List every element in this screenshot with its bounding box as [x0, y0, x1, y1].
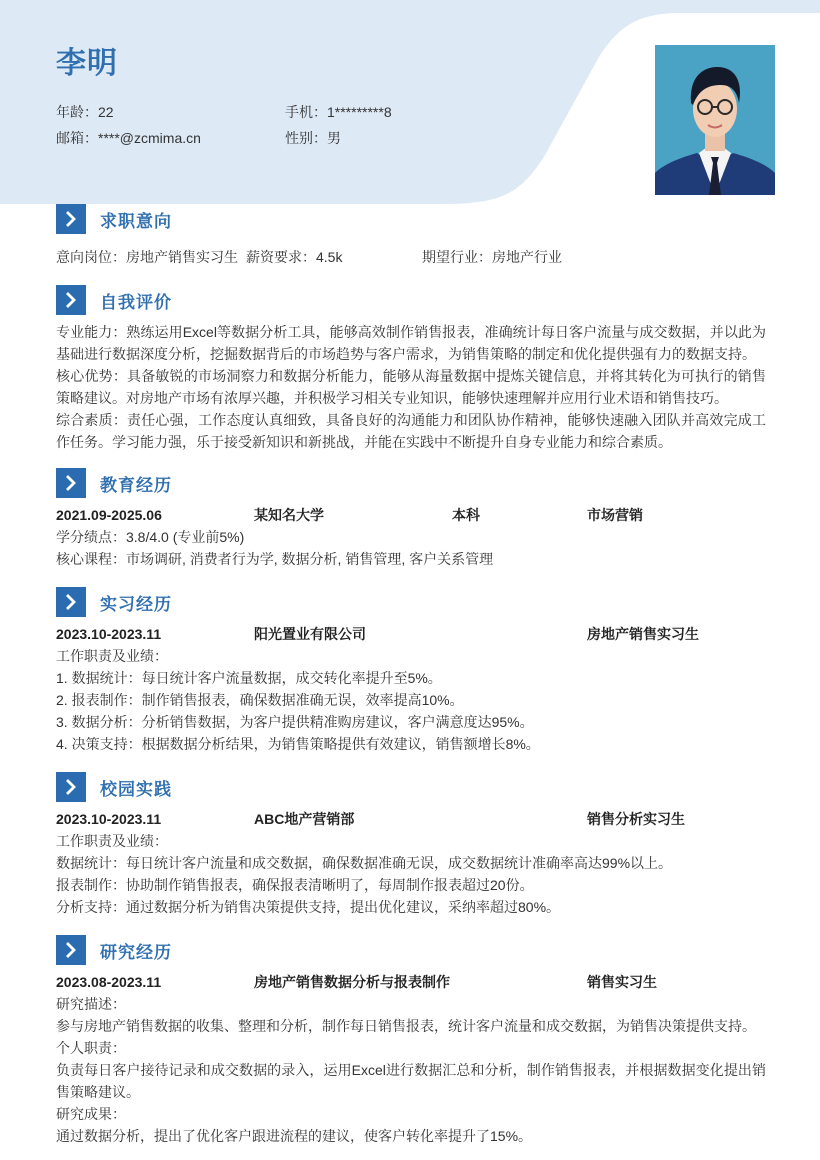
section-title: 校园实践 [100, 779, 172, 799]
research-line: 通过数据分析，提出了优化客户跟进流程的建议，使客户转化率提升了15%。 [56, 1128, 533, 1144]
education-major: 市场营销 [587, 507, 643, 523]
campus-role: 销售分析实习生 [587, 811, 685, 827]
intent-industry: 期望行业：房地产行业 [422, 249, 562, 265]
research-project: 房地产销售数据分析与报表制作 [254, 974, 450, 990]
section-self-evaluation [0, 285, 820, 453]
education-gpa: 学分绩点：3.8/4.0 (专业前5%) [56, 529, 245, 545]
section-education [0, 468, 820, 570]
campus-line: 数据统计：每日统计客户流量和成交数据，确保数据准确无误，成交数据统计准确率高达99%以上。 [56, 855, 673, 871]
age-field: 年龄：22 [56, 104, 114, 120]
research-line: 研究描述： [56, 996, 126, 1012]
section-research [0, 935, 820, 1147]
research-line: 参与房地产销售数据的收集、整理和分析，制作每日销售报表，统计客户流量和成交数据，为销售决策提供支持。 [56, 1018, 756, 1034]
self-eval-body [56, 321, 766, 453]
section-header [56, 285, 766, 315]
chevron-right-icon [56, 772, 86, 802]
campus-period: 2023.10-2023.11 [56, 811, 162, 827]
internship-line: 1. 数据统计：每日统计客户流量数据，成交转化率提升至5%。 [56, 670, 442, 686]
intent-salary: 薪资要求：4.5k [246, 249, 343, 265]
section-header [56, 468, 766, 498]
research-period: 2023.08-2023.11 [56, 974, 162, 990]
internship-line: 工作职责及业绩： [56, 648, 168, 664]
section-title: 实习经历 [100, 594, 172, 614]
campus-line: 报表制作：协助制作销售报表，确保报表清晰明了，每周制作报表超过20份。 [56, 877, 534, 893]
research-line: 负责每日客户接待记录和成交数据的录入，运用Excel进行数据汇总和分析，制作销售报表，并根据数据变化提出销售策略建议。 [56, 1062, 766, 1100]
phone-field: 手机：1*********8 [285, 104, 392, 120]
education-courses: 核心课程：市场调研, 消费者行为学, 数据分析, 销售管理, 客户关系管理 [56, 551, 494, 567]
section-header [56, 587, 766, 617]
internship-role: 房地产销售实习生 [587, 626, 699, 642]
section-title: 教育经历 [100, 475, 172, 495]
internship-period: 2023.10-2023.11 [56, 626, 162, 642]
section-title: 求职意向 [100, 211, 172, 231]
email-field: 邮箱：****@zcmima.cn [56, 130, 201, 146]
intent-row [56, 246, 766, 268]
chevron-right-icon [56, 935, 86, 965]
chevron-right-icon [56, 468, 86, 498]
campus-line: 分析支持：通过数据分析为销售决策提供支持，提出优化建议，采纳率超过80%。 [56, 899, 561, 915]
portrait-photo [655, 45, 775, 195]
section-header [56, 772, 766, 802]
chevron-right-icon [56, 587, 86, 617]
chevron-right-icon [56, 285, 86, 315]
education-period: 2021.09-2025.06 [56, 507, 162, 523]
section-campus-practice [0, 772, 820, 918]
campus-row [56, 808, 766, 830]
gender-field: 性别：男 [285, 130, 341, 146]
self-eval-paragraph: 综合素质：责任心强，工作态度认真细致，具备良好的沟通能力和团队协作精神，能够快速融入团队并高效完成工作任务。学习能力强，乐于接受新知识和新挑战，并能在实践中不断提升自身专业能力和综合素质。 [56, 412, 766, 450]
research-row [56, 971, 766, 993]
resume-header [0, 0, 820, 205]
section-header [56, 935, 766, 965]
research-role: 销售实习生 [587, 974, 657, 990]
intent-position: 意向岗位：房地产销售实习生 [56, 249, 238, 265]
internship-line: 3. 数据分析：分析销售数据，为客户提供精准购房建议，客户满意度达95%。 [56, 714, 534, 730]
section-title: 研究经历 [100, 942, 172, 962]
portrait-illustration-icon [655, 45, 775, 195]
education-row [56, 504, 766, 526]
campus-org: ABC地产营销部 [254, 811, 355, 827]
self-eval-paragraph: 专业能力：熟练运用Excel等数据分析工具，能够高效制作销售报表，准确统计每日客户流量与成交数据，并以此为基础进行数据深度分析，挖掘数据背后的市场趋势与客户需求，为销售策略的制定和优化提供强有力的数据支持。 [56, 324, 766, 362]
internship-company: 阳光置业有限公司 [254, 626, 366, 642]
self-eval-paragraph: 核心优势：具备敏锐的市场洞察力和数据分析能力，能够从海量数据中提炼关键信息，并将其转化为可执行的销售策略建议。对房地产市场有浓厚兴趣，并积极学习相关专业知识，能够快速理解并应用行业术语和销售技巧。 [56, 368, 766, 406]
research-line: 个人职责： [56, 1040, 126, 1056]
section-title: 自我评价 [100, 292, 172, 312]
section-header [56, 204, 766, 234]
research-line: 研究成果： [56, 1106, 126, 1122]
chevron-right-icon [56, 204, 86, 234]
education-school: 某知名大学 [254, 507, 324, 523]
internship-line: 4. 决策支持：根据数据分析结果，为销售策略提供有效建议，销售额增长8%。 [56, 736, 540, 752]
section-internship [0, 587, 820, 755]
campus-line: 工作职责及业绩： [56, 833, 168, 849]
education-degree: 本科 [452, 507, 480, 523]
candidate-name: 李明 [56, 47, 118, 80]
internship-row [56, 623, 766, 645]
internship-line: 2. 报表制作：制作销售报表，确保数据准确无误，效率提高10%。 [56, 692, 464, 708]
section-job-intent [0, 204, 820, 268]
